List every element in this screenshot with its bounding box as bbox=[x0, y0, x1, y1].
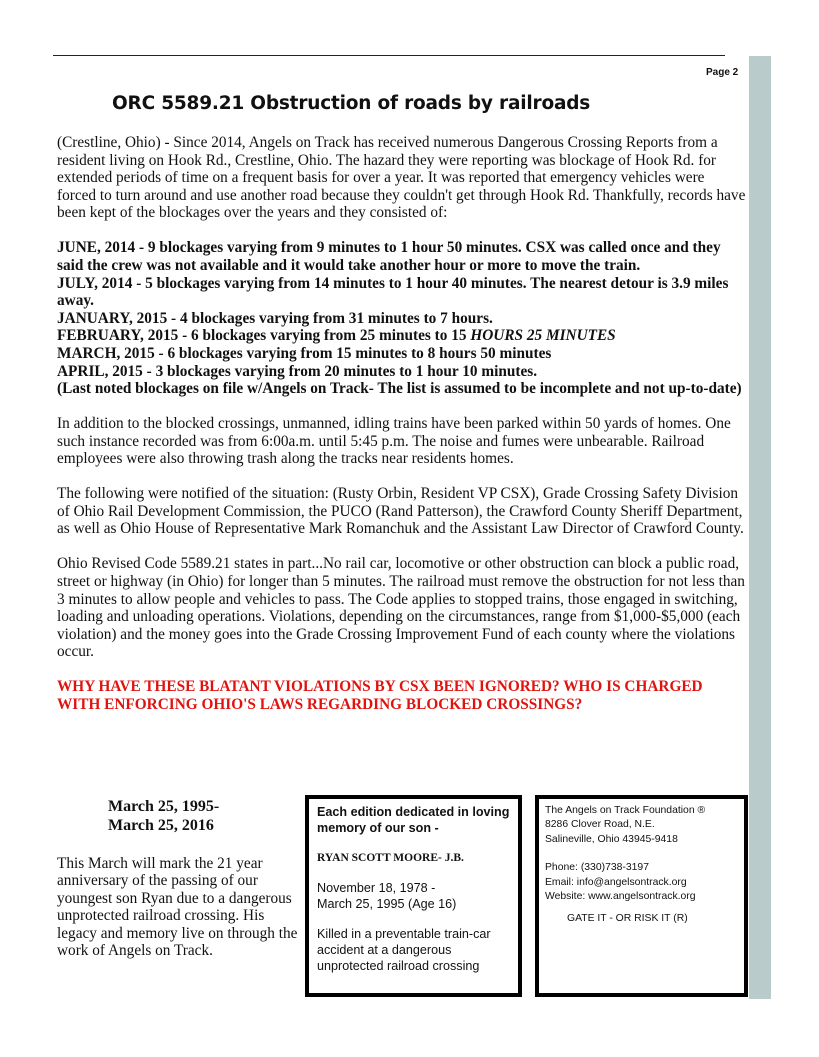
notified-paragraph: The following were notified of the situation: (Rusty Orbin, Resident VP CSX), Grade Crossing Safety Division of Ohio Rail Development Commission, the PUCO (Rand Patterson), the Crawford County Sheriff Department, as well as Ohio House of Representative Mark Romanchuk and the Assistant Law Director of Crawford County. bbox=[57, 485, 744, 538]
blockage-item bbox=[57, 327, 747, 345]
dedication-box bbox=[305, 795, 522, 997]
memorial-text: This March will mark the 21 year anniversary of the passing of our youngest son Ryan due to a dangerous unprotected railroad crossing. His legacy and memory live on through the work of Angels on Track. bbox=[57, 855, 298, 960]
blockage-item: JUNE, 2014 - 9 blockages varying from 9 minutes to 1 hour 50 minutes. CSX was called once and they said the crew was not available and it would take another hour or more to move the train. bbox=[57, 239, 721, 274]
memorial-date-start: March 25, 1995- bbox=[108, 798, 220, 815]
contact-website[interactable]: Website: www.angelsontrack.org bbox=[545, 891, 696, 903]
blockage-note: (Last noted blockages on file w/Angels on Track- The list is assumed to be incomplete and not up-to-date) bbox=[57, 380, 742, 398]
article-title: ORC 5589.21 Obstruction of roads by railroads bbox=[112, 93, 591, 114]
blockage-item: APRIL, 2015 - 3 blockages varying from 20 minutes to 1 hour 10 minutes. bbox=[57, 362, 538, 380]
memorial-date-end: March 25, 2016 bbox=[108, 817, 214, 834]
alert-question: WHY HAVE THESE BLATANT VIOLATIONS BY CSX BEEN IGNORED? WHO IS CHARGED WITH ENFORCING OHIO'S LAWS REGARDING BLOCKED CROSSINGS? bbox=[57, 678, 703, 713]
contact-org: The Angels on Track Foundation ® bbox=[545, 805, 706, 816]
dedication-dates-end: March 25, 1995 (Age 16) bbox=[317, 897, 457, 911]
memorial-dates bbox=[108, 797, 219, 835]
contact-email[interactable]: Email: info@angelsontrack.org bbox=[545, 876, 687, 888]
blockage-list bbox=[57, 239, 747, 397]
contact-address-line1: 8286 Clover Road, N.E. bbox=[545, 819, 655, 831]
blockage-item: MARCH, 2015 - 6 blockages varying from 15 minutes to 8 hours 50 minutes bbox=[57, 344, 552, 362]
idling-paragraph: In addition to the blocked crossings, unmanned, idling trains have been parked within 50 yards of homes. One such instance recorded was from 6:00a.m. until 5:45 p.m. The noise and fumes were unbearable. Railroad employees were also throwing trash along the tracks near residents homes. bbox=[57, 415, 731, 468]
page-sidebar-bar bbox=[749, 56, 771, 999]
blockage-item-emphasis: HOURS 25 MINUTES bbox=[470, 327, 616, 345]
blockage-item-text: FEBRUARY, 2015 - 6 blockages varying from 25 minutes to 15 bbox=[57, 327, 471, 345]
header-rule bbox=[53, 55, 725, 56]
dedication-heading: Each edition dedicated in loving memory of our son - bbox=[317, 805, 510, 835]
article-body bbox=[57, 134, 747, 714]
blockage-item: JANUARY, 2015 - 4 blockages varying from 31 minutes to 7 hours. bbox=[57, 309, 493, 327]
contact-phone: Phone: (330)738-3197 bbox=[545, 862, 649, 874]
contact-slogan: GATE IT - OR RISK IT (R) bbox=[567, 913, 688, 925]
contact-box bbox=[535, 795, 748, 997]
dedication-dates-start: November 18, 1978 - bbox=[317, 881, 436, 895]
code-paragraph: Ohio Revised Code 5589.21 states in part...No rail car, locomotive or other obstruction can block a public road, street or highway (in Ohio) for longer than 5 minutes. The railroad must remove the obstruction for not less than 3 minutes to allow people and vehicles to pass. The Code applies to stopped trains, those engaged in switching, loading and unloading operations. Violations, depending on the circumstances, range from $1,000-$5,000 (each violation) and the money goes into the Grade Crossing Improvement Fund of each county where the violations occur. bbox=[57, 555, 745, 661]
dedication-cause: Killed in a preventable train-car accident at a dangerous unprotected railroad crossing bbox=[317, 927, 491, 973]
page-number: Page 2 bbox=[706, 67, 739, 78]
blockage-item: JULY, 2014 - 5 blockages varying from 14 minutes to 1 hour 40 minutes. The nearest detour is 3.9 miles away. bbox=[57, 274, 729, 310]
intro-paragraph: (Crestline, Ohio) - Since 2014, Angels on Track has received numerous Dangerous Crossing Reports from a resident living on Hook Rd., Crestline, Ohio. The hazard they were reporting was blockage of Hook Rd. for extended periods of time on a frequent basis for over a year. It was reported that emergency vehicles were forced to turn around and use another road because they couldn't get through Hook Rd. Thankfully, records have been kept of the blockages over the years and they consisted of: bbox=[57, 134, 746, 222]
dedication-name: RYAN SCOTT MOORE- J.B. bbox=[317, 852, 464, 864]
contact-address-line2: Salineville, Ohio 43945-9418 bbox=[545, 833, 678, 845]
